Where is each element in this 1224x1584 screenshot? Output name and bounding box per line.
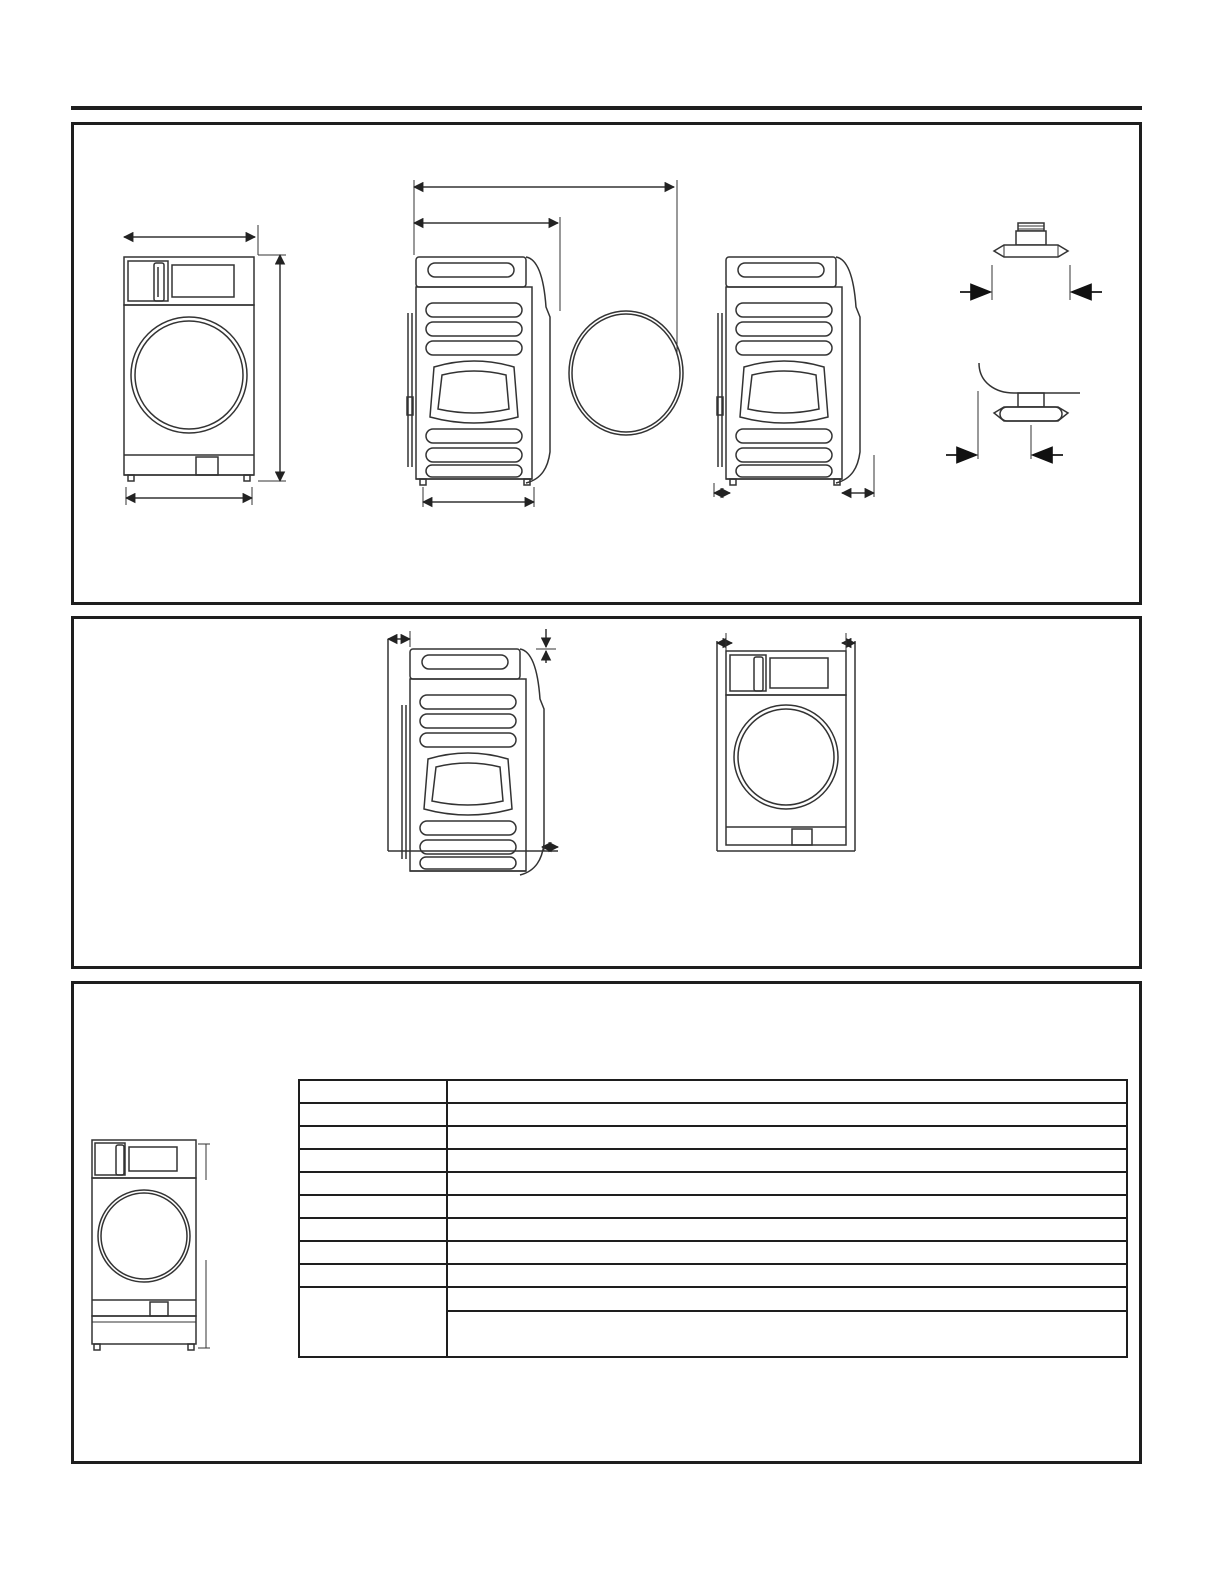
- spec-value: [447, 1195, 1127, 1218]
- spec-label: [299, 1149, 447, 1172]
- spec-label: [299, 1103, 447, 1126]
- side-view-figure: [717, 257, 860, 485]
- spec-label: [299, 1218, 447, 1241]
- spec-value: [447, 1080, 1127, 1103]
- dimensions-panel: [71, 122, 1142, 605]
- table-row: [299, 1218, 1127, 1241]
- spec-label: [299, 1287, 447, 1357]
- spec-label: [299, 1195, 447, 1218]
- table-row: [299, 1103, 1127, 1126]
- specifications-panel: [71, 981, 1142, 1464]
- table-row: [299, 1172, 1127, 1195]
- side-view-door-open-figure: [407, 257, 550, 485]
- front-clearance-figure: [717, 633, 855, 851]
- spec-value: [447, 1126, 1127, 1149]
- side-clearance-figure: [388, 629, 558, 875]
- table-row: [299, 1195, 1127, 1218]
- spec-value: [447, 1149, 1127, 1172]
- spec-value: [447, 1287, 1127, 1311]
- table-row: [299, 1126, 1127, 1149]
- spec-label: [299, 1241, 447, 1264]
- table-row: [299, 1241, 1127, 1264]
- leveling-leg-detail: [946, 223, 1102, 459]
- spec-label: [299, 1264, 447, 1287]
- spec-value: [447, 1264, 1127, 1287]
- table-row: [299, 1264, 1127, 1287]
- table-row: [299, 1287, 1127, 1311]
- spec-label: [299, 1080, 447, 1103]
- front-view-figure: [124, 257, 254, 481]
- table-row: [299, 1080, 1127, 1103]
- spec-value: [447, 1241, 1127, 1264]
- clearances-panel: [71, 616, 1142, 969]
- spec-value: [447, 1218, 1127, 1241]
- open-door-outline: [569, 311, 683, 435]
- header-rule: [71, 106, 1142, 110]
- spec-label: [299, 1126, 447, 1149]
- specifications-table: [298, 1079, 1128, 1358]
- table-row: [299, 1149, 1127, 1172]
- spec-value: [447, 1103, 1127, 1126]
- spec-value: [447, 1172, 1127, 1195]
- spec-label: [299, 1172, 447, 1195]
- spec-value: [447, 1311, 1127, 1357]
- pedestal-figure: [92, 1140, 210, 1350]
